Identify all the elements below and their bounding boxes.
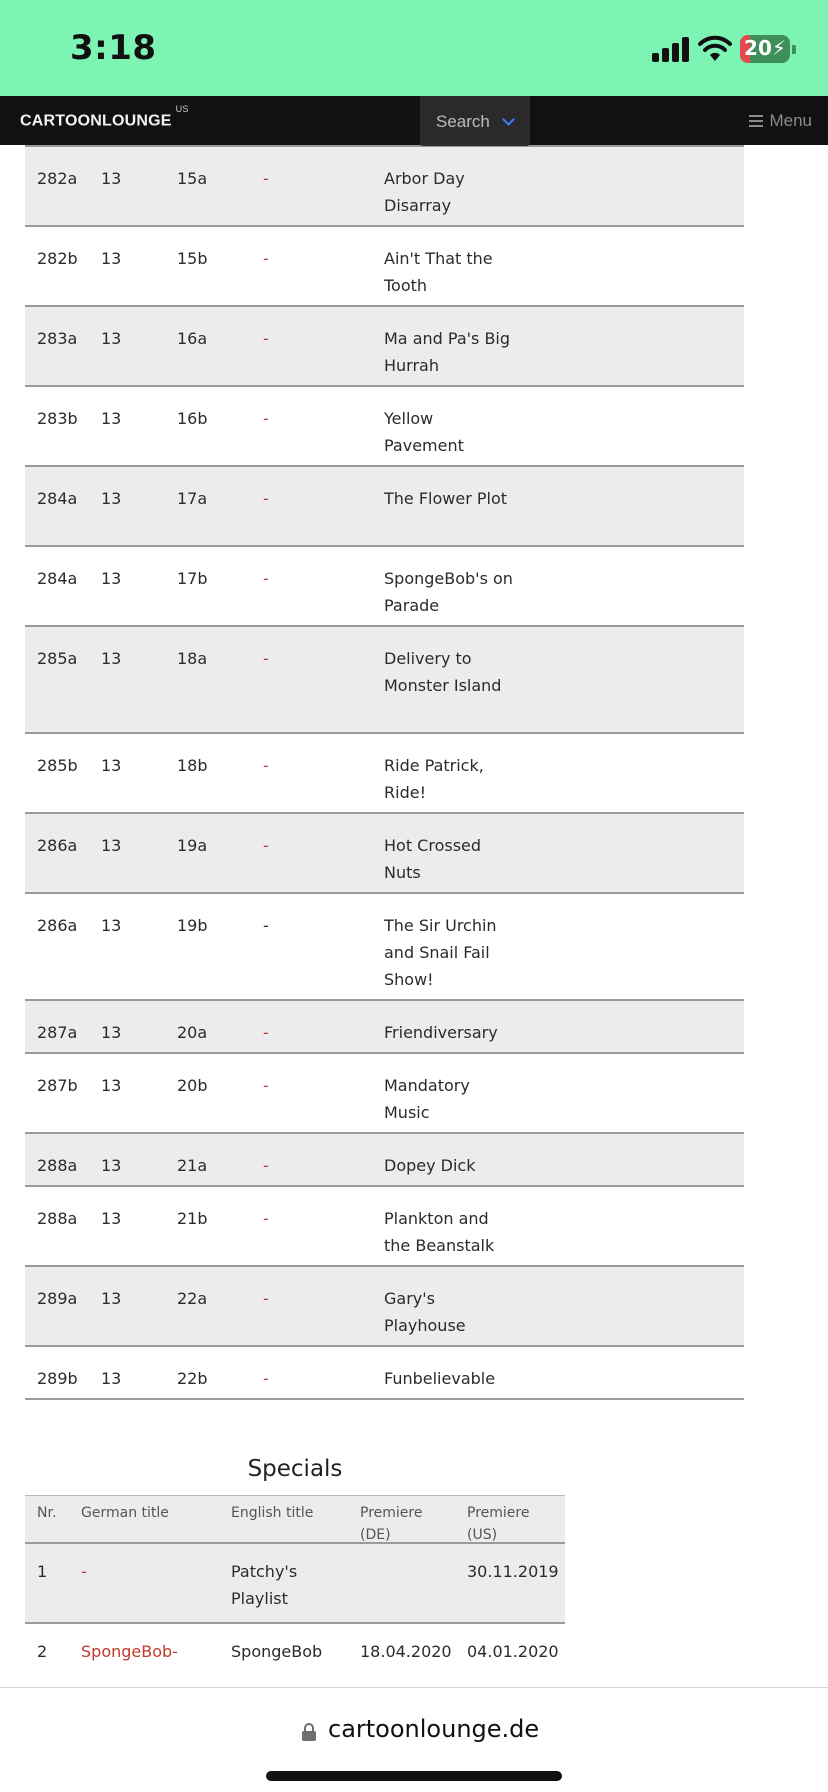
episode-german-title[interactable]: - xyxy=(263,569,269,588)
special-german-title[interactable]: SpongeBob- xyxy=(81,1642,178,1661)
episode-number: 282b xyxy=(37,249,78,268)
episode-english-title: SpongeBob's on Parade xyxy=(384,569,513,615)
episode-number: 289b xyxy=(37,1369,78,1388)
special-number: 1 xyxy=(37,1562,48,1581)
episode-row xyxy=(25,814,744,894)
episode-number: 286a xyxy=(37,836,78,855)
site-logo[interactable] xyxy=(20,104,189,130)
episode-season: 13 xyxy=(101,649,122,668)
brand-region: US xyxy=(175,104,189,114)
episode-number: 285a xyxy=(37,649,78,668)
battery-percent: 20 xyxy=(744,36,772,60)
episode-season: 13 xyxy=(101,1156,122,1175)
episode-in-season: 15b xyxy=(177,249,208,268)
episode-season: 13 xyxy=(101,569,122,588)
episode-english-title: Funbelievable xyxy=(384,1369,496,1388)
episode-row xyxy=(25,227,744,307)
episode-in-season: 19b xyxy=(177,916,208,935)
episode-season: 13 xyxy=(101,1076,122,1095)
url-text[interactable]: cartoonlounge.de xyxy=(328,1715,540,1743)
episode-english-title: The Sir Urchin and Snail Fail Show! xyxy=(384,916,497,989)
episode-in-season: 18b xyxy=(177,756,208,775)
battery-icon: 20⚡ xyxy=(740,35,796,63)
episode-in-season: 17b xyxy=(177,569,208,588)
episode-season: 13 xyxy=(101,1369,122,1388)
specials-heading: Specials xyxy=(247,1456,343,1482)
episode-in-season: 22a xyxy=(177,1289,208,1308)
episode-row xyxy=(25,627,744,734)
episode-english-title: Gary's Playhouse xyxy=(384,1289,466,1335)
episode-row xyxy=(25,1347,744,1400)
episode-in-season: 15a xyxy=(177,169,208,188)
episode-english-title: Ride Patrick, Ride! xyxy=(384,756,484,802)
episode-german-title[interactable]: - xyxy=(263,1023,269,1042)
menu-button[interactable] xyxy=(749,111,812,131)
specials-header-row xyxy=(25,1495,565,1544)
special-english-title: Patchy's Playlist xyxy=(231,1562,298,1608)
episode-row xyxy=(25,1187,744,1267)
episode-english-title: Friendiversary xyxy=(384,1023,498,1042)
episode-german-title[interactable]: - xyxy=(263,489,269,508)
episode-number: 288a xyxy=(37,1156,78,1175)
episode-row xyxy=(25,1001,744,1054)
episode-german-title[interactable]: - xyxy=(263,1209,269,1228)
episode-english-title: Yellow Pavement xyxy=(384,409,464,455)
special-row xyxy=(25,1544,565,1624)
episode-row xyxy=(25,734,744,814)
episode-season: 13 xyxy=(101,1023,122,1042)
episode-number: 282a xyxy=(37,169,78,188)
episode-german-title[interactable]: - xyxy=(263,1369,269,1388)
episode-number: 286a xyxy=(37,916,78,935)
episode-english-title: Plankton and the Beanstalk xyxy=(384,1209,495,1255)
episode-season: 13 xyxy=(101,409,122,428)
episode-season: 13 xyxy=(101,1289,122,1308)
episode-german-title[interactable]: - xyxy=(263,1076,269,1095)
episode-english-title: The Flower Plot xyxy=(384,489,508,508)
episode-german-title[interactable]: - xyxy=(263,329,269,348)
episode-english-title: Delivery to Monster Island xyxy=(384,649,502,695)
episode-row xyxy=(25,1267,744,1347)
header-german-title: German title xyxy=(81,1505,169,1521)
episode-season: 13 xyxy=(101,489,122,508)
episode-number: 288a xyxy=(37,1209,78,1228)
special-row xyxy=(25,1624,565,1687)
episode-season: 13 xyxy=(101,329,122,348)
hamburger-icon xyxy=(749,115,763,127)
page-content xyxy=(0,145,828,1687)
special-premiere-us: 30.11.2019 xyxy=(467,1562,559,1581)
episode-in-season: 18a xyxy=(177,649,208,668)
episode-row xyxy=(25,147,744,227)
episode-in-season: 16b xyxy=(177,409,208,428)
episode-in-season: 16a xyxy=(177,329,208,348)
episode-in-season: 17a xyxy=(177,489,208,508)
episode-number: 284a xyxy=(37,569,78,588)
episode-row xyxy=(25,894,744,1001)
episode-english-title: Mandatory Music xyxy=(384,1076,470,1122)
episode-english-title: Arbor Day Disarray xyxy=(384,169,465,215)
episode-number: 287b xyxy=(37,1076,78,1095)
site-navbar xyxy=(0,96,828,145)
episode-in-season: 22b xyxy=(177,1369,208,1388)
special-english-title: SpongeBob xyxy=(231,1642,323,1661)
status-bar xyxy=(0,0,828,96)
home-indicator[interactable] xyxy=(266,1771,562,1781)
episode-german-title[interactable]: - xyxy=(263,836,269,855)
episode-in-season: 21b xyxy=(177,1209,208,1228)
episode-german-title[interactable]: - xyxy=(263,169,269,188)
episode-row xyxy=(25,387,744,467)
special-premiere-us: 04.01.2020 xyxy=(467,1642,559,1661)
episode-number: 283b xyxy=(37,409,78,428)
episode-number: 289a xyxy=(37,1289,78,1308)
special-number: 2 xyxy=(37,1642,48,1661)
episode-row xyxy=(25,547,744,627)
specials-table xyxy=(25,1495,565,1687)
cellular-signal-icon xyxy=(652,36,690,62)
special-german-title[interactable]: - xyxy=(81,1562,87,1581)
episode-german-title: - xyxy=(263,916,269,935)
episode-english-title: Dopey Dick xyxy=(384,1156,476,1175)
episode-number: 284a xyxy=(37,489,78,508)
episode-season: 13 xyxy=(101,756,122,775)
episode-english-title: Ain't That the Tooth xyxy=(384,249,493,295)
episode-row xyxy=(25,1134,744,1187)
header-premiere-de: Premiere (DE) xyxy=(360,1505,423,1543)
status-time: 3:18 xyxy=(70,28,157,68)
episode-row xyxy=(25,307,744,387)
episode-row xyxy=(25,1054,744,1134)
lock-icon xyxy=(302,1723,316,1741)
episode-german-title[interactable]: - xyxy=(263,409,269,428)
wifi-icon xyxy=(698,34,732,62)
chevron-down-icon xyxy=(502,113,515,126)
episode-english-title: Hot Crossed Nuts xyxy=(384,836,482,882)
special-premiere-de: 18.04.2020 xyxy=(360,1642,452,1661)
episode-number: 287a xyxy=(37,1023,78,1042)
episode-season: 13 xyxy=(101,249,122,268)
episode-season: 13 xyxy=(101,836,122,855)
menu-label: Menu xyxy=(769,111,812,130)
episode-in-season: 20a xyxy=(177,1023,208,1042)
episode-season: 13 xyxy=(101,916,122,935)
episode-in-season: 19a xyxy=(177,836,208,855)
episode-german-title[interactable]: - xyxy=(263,756,269,775)
brand-name: CARTOONLOUNGE xyxy=(20,112,172,130)
episode-season: 13 xyxy=(101,1209,122,1228)
episode-number: 283a xyxy=(37,329,78,348)
search-dropdown-button[interactable] xyxy=(420,96,530,146)
episode-row xyxy=(25,467,744,547)
episode-number: 285b xyxy=(37,756,78,775)
episode-in-season: 21a xyxy=(177,1156,208,1175)
episode-german-title[interactable]: - xyxy=(263,1289,269,1308)
episode-german-title[interactable]: - xyxy=(263,649,269,668)
browser-address-bar[interactable] xyxy=(0,1687,828,1792)
header-premiere-us: Premiere (US) xyxy=(467,1505,530,1543)
episode-in-season: 20b xyxy=(177,1076,208,1095)
episode-german-title[interactable]: - xyxy=(263,249,269,268)
episode-german-title[interactable]: - xyxy=(263,1156,269,1175)
header-nr: Nr. xyxy=(37,1505,57,1521)
episode-season: 13 xyxy=(101,169,122,188)
episode-table xyxy=(25,145,744,1400)
episode-english-title: Ma and Pa's Big Hurrah xyxy=(384,329,511,375)
header-english-title: English title xyxy=(231,1505,314,1521)
search-label: Search xyxy=(436,112,490,131)
